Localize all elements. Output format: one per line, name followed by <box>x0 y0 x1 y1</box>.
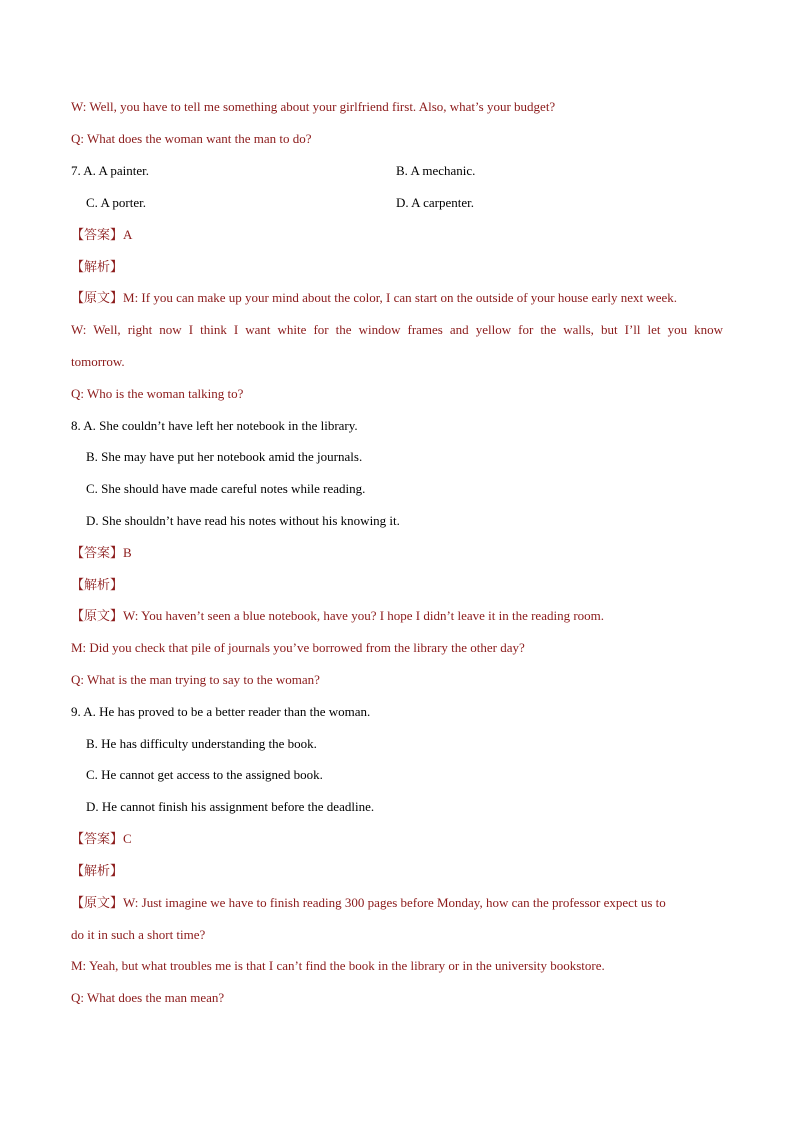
q7-transcript-woman-line-2: tomorrow. <box>71 354 125 369</box>
q8-option-b: B. She may have put her notebook amid the journals. <box>86 449 363 464</box>
q6-dialogue-woman: W: Well, you have to tell me something about your girlfriend first. Also, what’s your budget? <box>71 99 556 114</box>
q9-transcript-man: M: Yeah, but what troubles me is that I can’t find the book in the library or in the university bookstore. <box>71 958 605 973</box>
q9-transcript-label: 【原文】 <box>71 895 124 910</box>
q7-answer: 【答案】A <box>71 227 133 242</box>
q8-answer: 【答案】B <box>71 545 132 560</box>
q6-question: Q: What does the woman want the man to do? <box>71 131 312 146</box>
q8-transcript-label: 【原文】 <box>71 608 124 623</box>
q9-option-a: 9. A. He has proved to be a better reader than the woman. <box>71 704 371 719</box>
q9-question: Q: What does the man mean? <box>71 990 225 1005</box>
q7-question: Q: Who is the woman talking to? <box>71 386 244 401</box>
q9-answer: 【答案】C <box>71 831 132 846</box>
q8-option-a: 8. A. She couldn’t have left her notebook in the library. <box>71 418 358 433</box>
q9-analysis-label: 【解析】 <box>71 863 124 878</box>
q8-option-d: D. She shouldn’t have read his notes without his knowing it. <box>86 513 400 528</box>
q7-transcript-label: 【原文】 <box>71 290 124 305</box>
q7-option-c: C. A porter. <box>86 195 146 210</box>
q7-analysis-label: 【解析】 <box>71 259 124 274</box>
q7-option-d: D. A carpenter. <box>396 195 474 210</box>
q7-option-a: 7. A. A painter. <box>71 163 149 178</box>
q7-transcript-man: 【原文】M: If you can make up your mind about the color, I can start on the outside of your house early next week. <box>71 290 678 305</box>
q8-transcript-man: M: Did you check that pile of journals you’ve borrowed from the library the other day? <box>71 640 525 655</box>
q8-option-c: C. She should have made careful notes while reading. <box>86 481 366 496</box>
q9-transcript-woman-line-2: do it in such a short time? <box>71 927 206 942</box>
q8-question: Q: What is the man trying to say to the woman? <box>71 672 320 687</box>
q9-option-b: B. He has difficulty understanding the book. <box>86 736 317 751</box>
q9-transcript-woman-line-1: 【原文】W: Just imagine we have to finish reading 300 pages before Monday, how can the professor expect us to <box>71 895 666 910</box>
q8-analysis-label: 【解析】 <box>71 577 124 592</box>
q7-options-row-1 <box>71 162 723 180</box>
q8-transcript-woman: 【原文】W: You haven’t seen a blue notebook, have you? I hope I didn’t leave it in the reading room. <box>71 608 605 623</box>
q9-option-d: D. He cannot finish his assignment before the deadline. <box>86 799 375 814</box>
q7-transcript-woman-line-1: W: Well, right now I think I want white for the window frames and yellow for the walls, but I’ll let you know <box>71 322 723 337</box>
q7-option-b: B. A mechanic. <box>396 163 476 178</box>
q7-options-row-2 <box>86 194 738 212</box>
q9-option-c: C. He cannot get access to the assigned book. <box>86 767 323 782</box>
